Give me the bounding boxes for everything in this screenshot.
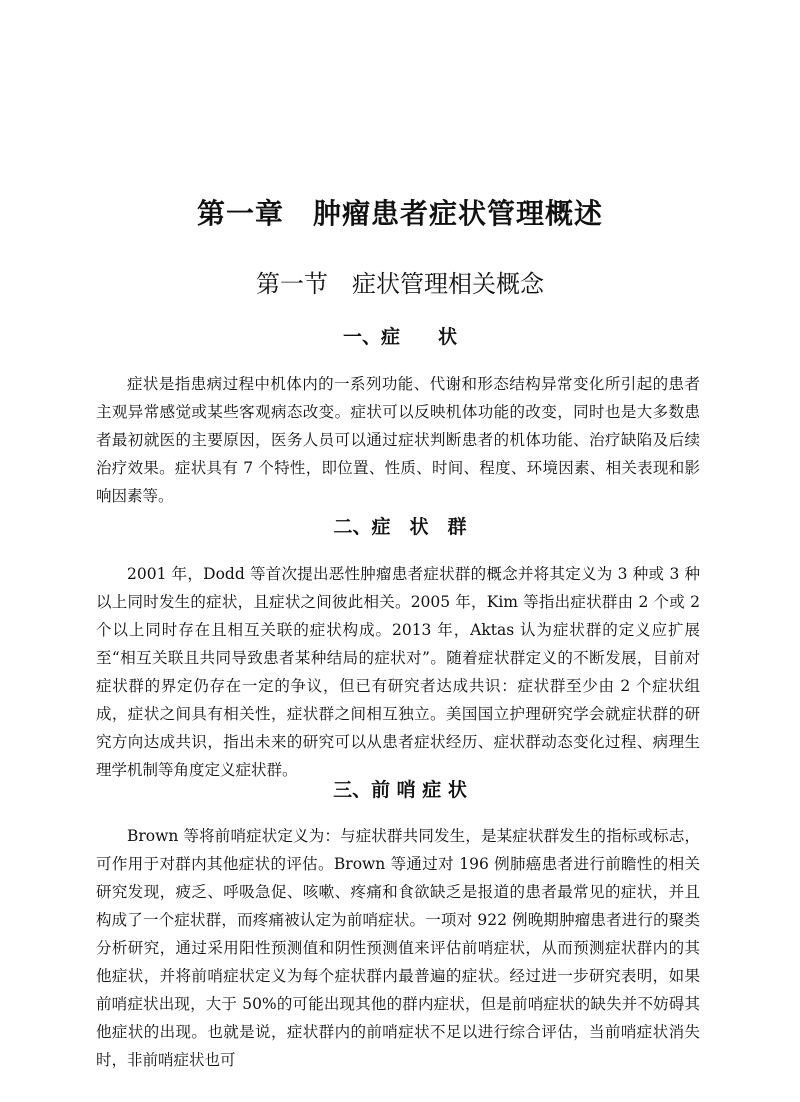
paragraph-symptom-cluster: 2001 年，Dodd 等首次提出恶性肿瘤患者症状群的概念并将其定义为 3 种或 3 种以上同时发生的症状，且症状之间彼此相关。2005 年，Kim 等指出症状群由 2 个或 2 个以上同时存在且相互关联的症状构成。2013 年，Aktas 认为症状群的定义应扩展至“相互关联且共同导致患者某种结局的症状对”。随着症状群定义的不断发展，目前对症状群的界定仍存在一定的争议，但已有研究者达成共识：症状群至少由 2 个症状组成，症状之间具有相关性，症状群之间相互独立。美国国立护理研究学会就症状群的研究方向达成共识，指出未来的研究可以从患者症状经历、症状群动态变化过程、病理生理学机制等角度定义症状群。	[96, 565, 700, 779]
subsection-heading-symptom-cluster: 二、症 状 群	[333, 516, 467, 538]
subsection-heading-symptom: 一、症 状	[342, 326, 457, 348]
paragraph-symptom: 症状是指患病过程中机体内的一系列功能、代谢和形态结构异常变化所引起的患者主观异常感觉或某些客观病态改变。症状可以反映机体功能的改变，同时也是大多数患者最初就医的主要原因，医务人员可以通过症状判断患者的机体功能、治疗缺陷及后续治疗效果。症状具有 7 个特性，即位置、性质、时间、程度、环境因素、相关表现和影响因素等。	[96, 375, 700, 505]
chapter-title: 第一章 肿瘤患者症状管理概述	[196, 197, 603, 230]
section-title: 第一节 症状管理相关概念	[256, 270, 544, 298]
subsection-heading-sentinel-symptom: 三、前 哨 症 状	[333, 779, 467, 801]
paragraph-sentinel-symptom: Brown 等将前哨症状定义为：与症状群共同发生，是某症状群发生的指标或标志，可作用于对群内其他症状的评估。Brown 等通过对 196 例肺癌患者进行前瞻性的相关研究发现，疲乏、呼吸急促、咳嗽、疼痛和食欲缺乏是报道的患者最常见的症状，并且构成了一个症状群，而疼痛被认定为前哨症状。一项对 922 例晚期肿瘤患者进行的聚类分析研究，通过采用阳性预测值和阴性预测值来评估前哨症状，从而预测症状群内的其他症状，并将前哨症状定义为每个症状群内最普遍的症状。经过进一步研究表明，如果前哨症状出现，大于 50%的可能出现其他的群内症状，但是前哨症状的缺失并不妨碍其他症状的出现。也就是说，症状群内的前哨症状不足以进行综合评估，当前哨症状消失时，非前哨症状也可	[96, 827, 700, 1069]
